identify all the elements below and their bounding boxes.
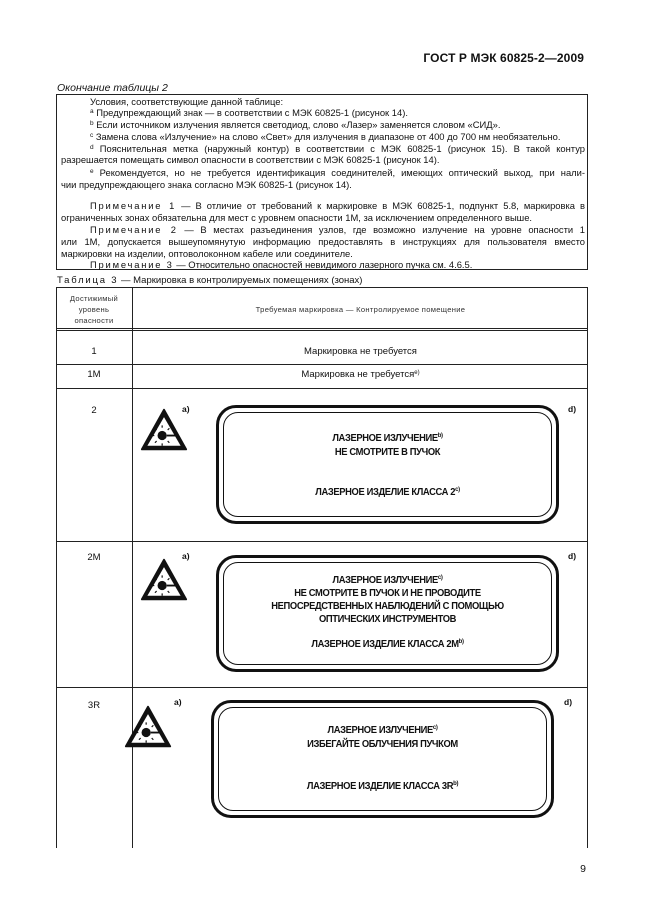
- note-1-line1: Примечание 1 — В отличие от требований к маркировке в МЭК 60825-1, подпункт 5.8, маркировка в: [90, 200, 585, 211]
- row-2-level: 2: [91, 405, 97, 416]
- row-divider: [56, 364, 588, 365]
- footnote-d-ref: d): [568, 404, 577, 414]
- footnote-d-ref: d): [564, 697, 573, 707]
- footnote-a-ref: a): [182, 551, 190, 561]
- table-header-divider: [56, 328, 588, 331]
- laser-warning-sign-icon: [140, 557, 188, 603]
- explanatory-label-class-2m: [216, 555, 559, 672]
- laser-warning-sign-icon: [140, 407, 188, 453]
- table-border-top: [56, 287, 588, 288]
- table-continuation-caption: Окончание таблицы 2: [57, 82, 168, 94]
- label-line: ЛАЗЕРНОЕ ИЗДЕЛИЕ КЛАССА $2М^{b)}$: [311, 638, 464, 650]
- row-1m-marking: Маркировка не требуется$^{e)}$: [301, 369, 420, 380]
- label-inner-border: [223, 412, 552, 517]
- label-line: ОПТИЧЕСКИХ ИНСТРУМЕНТОВ: [318, 614, 457, 625]
- row-3r-level: 3R: [87, 700, 101, 711]
- row-divider: [56, 687, 588, 688]
- note-2-line1: Примечание 2 — В местах разъединения узлов, где возможно излучение на уровне опасности 1: [90, 224, 585, 235]
- explanatory-label-class-3r: [211, 700, 554, 818]
- row-1m-level: 1М: [87, 369, 101, 380]
- label-line: НЕ СМОТРИТЕ В ПУЧОК: [334, 447, 441, 458]
- laser-warning-sign-icon: [124, 704, 172, 750]
- page-number: 9: [580, 863, 586, 875]
- footnote-a: $^a$ Предупреждающий знак — в соответствии с МЭК 60825-1 (рисунок 14).: [90, 107, 408, 118]
- footnote-d-ref: d): [568, 551, 577, 561]
- label-line: ЛАЗЕРНОЕ ИЗДЕЛИЕ КЛАССА $3R^{b)}$: [306, 780, 459, 792]
- label-line: ЛАЗЕРНОЕ ИЗЛУЧЕНИЕ$^{c)}$: [332, 574, 443, 586]
- explanatory-label-class-2: [216, 405, 559, 524]
- row-1-marking: Маркировка не требуется: [304, 346, 417, 357]
- label-line: НЕ СМОТРИТЕ В ПУЧОК И НЕ ПРОВОДИТЕ: [294, 588, 481, 599]
- label-line: ЛАЗЕРНОЕ ИЗЛУЧЕНИЕ$^{c)}$: [327, 724, 438, 736]
- footnote-d-line1: $^d$ Пояснительная метка (наружный контур) в соответствии с МЭК 60825-1 (рисунок 15). В такой контур: [90, 143, 585, 154]
- footnote-e-line2: чии предупреждающего знака согласно МЭК 60825-1 (рисунок 14).: [61, 179, 352, 190]
- note-2-line2: или 1М, допускается вышеупомянутую информацию предоставлять в инструкциях для пользователя вместо: [61, 236, 585, 247]
- table2-notes-box: [56, 94, 588, 270]
- document-code: ГОСТ Р МЭК 60825-2—2009: [423, 51, 584, 65]
- footnote-b: $^b$ Если источником излучения является светодиод, слово «Лазер» заменяется словом «СИД».: [90, 119, 501, 130]
- label-line: ЛАЗЕРНОЕ ИЗЛУЧЕНИЕ$^{b)}$: [332, 432, 443, 444]
- footnote-a-ref: a): [174, 697, 182, 707]
- footnote-e-line1: $^e$ Рекомендуется, но не требуется идентификация соединителей, имеющих оптический выход, при нали-: [90, 167, 585, 178]
- label-inner-border: [218, 707, 547, 811]
- note-1-line2: ограниченных зонах обязательна для мест с уровнем опасности 1М, за исключением определенного выше.: [61, 212, 533, 223]
- footnote-d-line2: разрешается помещать символ опасности в соответствии с МЭК 60825-1 (рисунок 14).: [61, 154, 440, 165]
- column-header-hazard-level: Достижимый уровень опасности: [69, 294, 119, 325]
- label-line: НЕПОСРЕДСТВЕННЫХ НАБЛЮДЕНИЙ С ПОМОЩЬЮ: [271, 601, 504, 612]
- row-1-level: 1: [91, 346, 97, 357]
- conditions-line: Условия, соответствующие данной таблице:: [90, 96, 284, 107]
- footnote-a-ref: a): [182, 404, 190, 414]
- table3-caption: Таблица 3 — Маркировка в контролируемых помещениях (зонах): [57, 275, 363, 286]
- footnote-c: $^c$ Замена слова «Излучение» на слово «Свет» для излучения в диапазоне от 400 до 700 нм необязательно.: [90, 131, 561, 142]
- label-line: ЛАЗЕРНОЕ ИЗДЕЛИЕ КЛАССА 2$^{c)}$: [315, 486, 460, 498]
- note-3: Примечание 3 — Относительно опасностей невидимого лазерного пучка см. 4.6.5.: [90, 259, 473, 270]
- table3: [56, 287, 588, 848]
- row-divider: [56, 388, 588, 389]
- label-line: ИЗБЕГАЙТЕ ОБЛУЧЕНИЯ ПУЧКОМ: [307, 739, 458, 750]
- note-2-line3: маркировки на изделии, оптоволоконном кабеле или соединителе.: [61, 248, 353, 259]
- row-2m-level: 2М: [87, 552, 101, 563]
- row-divider: [56, 541, 588, 542]
- column-header-required-marking: Требуемая маркировка — Контролируемое помещение: [255, 305, 466, 314]
